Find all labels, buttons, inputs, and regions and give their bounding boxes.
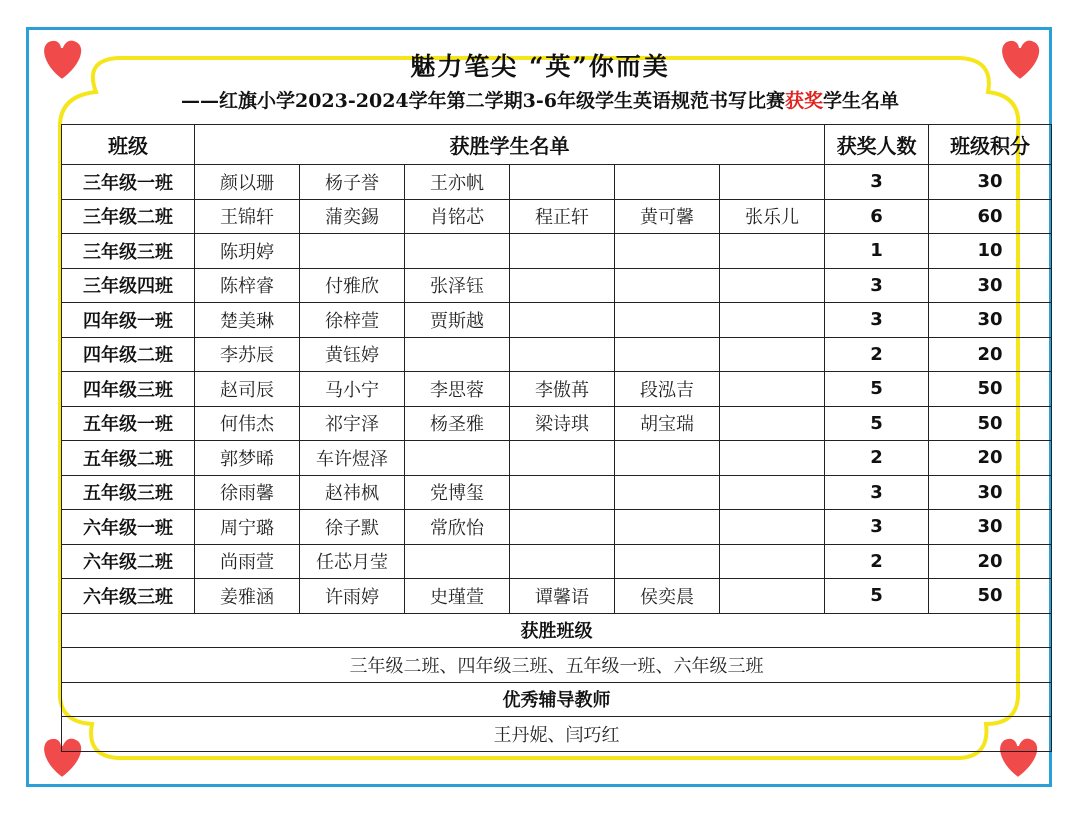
teachers-label: 优秀辅导教师 xyxy=(62,682,1052,717)
student-name-cell xyxy=(615,268,720,303)
student-name-cell: 谭馨语 xyxy=(510,579,615,614)
table-row xyxy=(62,234,1052,269)
student-name-cell xyxy=(720,510,825,545)
student-name-cell: 黄钰婷 xyxy=(300,337,405,372)
header-count: 获奖人数 xyxy=(825,125,929,165)
class-score-cell: 50 xyxy=(929,579,1052,614)
award-count-cell: 2 xyxy=(825,441,929,476)
class-score-cell: 50 xyxy=(929,406,1052,441)
class-score-cell: 30 xyxy=(929,303,1052,338)
class-score-cell: 20 xyxy=(929,441,1052,476)
student-name-cell: 徐雨馨 xyxy=(195,475,300,510)
student-name-cell xyxy=(615,165,720,200)
class-score-cell: 20 xyxy=(929,544,1052,579)
student-name-cell: 赵祎枫 xyxy=(300,475,405,510)
student-name-cell xyxy=(405,544,510,579)
student-name-cell xyxy=(510,441,615,476)
class-name-cell: 三年级一班 xyxy=(62,165,195,200)
student-name-cell: 常欣怡 xyxy=(405,510,510,545)
student-name-cell: 杨子誉 xyxy=(300,165,405,200)
student-name-cell xyxy=(720,268,825,303)
student-name-cell xyxy=(615,234,720,269)
student-name-cell xyxy=(615,441,720,476)
student-name-cell: 杨圣雅 xyxy=(405,406,510,441)
student-name-cell: 郭梦晞 xyxy=(195,441,300,476)
student-name-cell: 付雅欣 xyxy=(300,268,405,303)
class-score-cell: 10 xyxy=(929,234,1052,269)
winning-classes-label: 获胜班级 xyxy=(62,613,1052,648)
award-count-cell: 3 xyxy=(825,303,929,338)
student-name-cell: 陈玥婷 xyxy=(195,234,300,269)
student-name-cell xyxy=(405,441,510,476)
table-row xyxy=(62,475,1052,510)
header-score: 班级积分 xyxy=(929,125,1052,165)
student-name-cell: 张泽钰 xyxy=(405,268,510,303)
class-name-cell: 四年级三班 xyxy=(62,372,195,407)
student-name-cell xyxy=(615,510,720,545)
table-row xyxy=(62,579,1052,614)
student-name-cell: 王亦帆 xyxy=(405,165,510,200)
student-name-cell xyxy=(720,372,825,407)
student-name-cell: 黄可馨 xyxy=(615,199,720,234)
class-name-cell: 四年级二班 xyxy=(62,337,195,372)
award-count-cell: 1 xyxy=(825,234,929,269)
student-name-cell: 李思蓉 xyxy=(405,372,510,407)
student-name-cell: 祁宇泽 xyxy=(300,406,405,441)
student-name-cell: 周宁璐 xyxy=(195,510,300,545)
student-name-cell: 侯奕晨 xyxy=(615,579,720,614)
student-name-cell xyxy=(720,544,825,579)
class-name-cell: 五年级三班 xyxy=(62,475,195,510)
student-name-cell: 肖铭芯 xyxy=(405,199,510,234)
table-row xyxy=(62,372,1052,407)
award-count-cell: 3 xyxy=(825,165,929,200)
student-name-cell xyxy=(720,406,825,441)
award-count-cell: 3 xyxy=(825,475,929,510)
class-score-cell: 30 xyxy=(929,165,1052,200)
student-name-cell: 姜雅涵 xyxy=(195,579,300,614)
student-name-cell: 李傲苒 xyxy=(510,372,615,407)
class-score-cell: 20 xyxy=(929,337,1052,372)
class-name-cell: 三年级二班 xyxy=(62,199,195,234)
winning-classes-value: 三年级二班、四年级三班、五年级一班、六年级三班 xyxy=(62,648,1052,683)
student-name-cell: 史瑾萱 xyxy=(405,579,510,614)
teachers-value-row xyxy=(62,717,1052,752)
class-score-cell: 30 xyxy=(929,475,1052,510)
award-count-cell: 5 xyxy=(825,579,929,614)
student-name-cell xyxy=(510,544,615,579)
student-name-cell: 张乐儿 xyxy=(720,199,825,234)
student-name-cell: 程正轩 xyxy=(510,199,615,234)
student-name-cell xyxy=(405,337,510,372)
student-name-cell xyxy=(720,475,825,510)
student-name-cell: 徐子默 xyxy=(300,510,405,545)
student-name-cell: 李苏辰 xyxy=(195,337,300,372)
class-name-cell: 五年级一班 xyxy=(62,406,195,441)
table-row xyxy=(62,510,1052,545)
student-name-cell xyxy=(720,303,825,338)
award-count-cell: 5 xyxy=(825,406,929,441)
student-name-cell: 贾斯越 xyxy=(405,303,510,338)
class-score-cell: 30 xyxy=(929,268,1052,303)
table-row xyxy=(62,199,1052,234)
class-score-cell: 60 xyxy=(929,199,1052,234)
class-score-cell: 30 xyxy=(929,510,1052,545)
student-name-cell xyxy=(720,441,825,476)
student-name-cell: 楚美琳 xyxy=(195,303,300,338)
class-name-cell: 六年级一班 xyxy=(62,510,195,545)
table-row xyxy=(62,268,1052,303)
table-header-row xyxy=(62,125,1052,165)
student-name-cell xyxy=(510,234,615,269)
student-name-cell xyxy=(510,337,615,372)
student-name-cell xyxy=(615,303,720,338)
winning-classes-label-row xyxy=(62,613,1052,648)
student-name-cell xyxy=(510,165,615,200)
page-subtitle xyxy=(0,87,1080,115)
student-name-cell xyxy=(615,475,720,510)
student-name-cell xyxy=(510,268,615,303)
class-name-cell: 六年级三班 xyxy=(62,579,195,614)
student-name-cell: 王锦轩 xyxy=(195,199,300,234)
subtitle-highlight: 获奖 xyxy=(784,90,823,112)
subtitle-end: 学生名单 xyxy=(822,90,899,112)
student-name-cell: 任芯月莹 xyxy=(300,544,405,579)
student-name-cell xyxy=(510,510,615,545)
table-row xyxy=(62,544,1052,579)
award-count-cell: 2 xyxy=(825,337,929,372)
student-name-cell: 马小宁 xyxy=(300,372,405,407)
student-name-cell: 蒲奕錫 xyxy=(300,199,405,234)
class-score-cell: 50 xyxy=(929,372,1052,407)
class-name-cell: 四年级一班 xyxy=(62,303,195,338)
award-count-cell: 5 xyxy=(825,372,929,407)
header-names: 获胜学生名单 xyxy=(195,125,825,165)
student-name-cell: 许雨婷 xyxy=(300,579,405,614)
award-table xyxy=(61,124,1052,752)
table-row xyxy=(62,165,1052,200)
student-name-cell xyxy=(720,165,825,200)
class-name-cell: 三年级三班 xyxy=(62,234,195,269)
student-name-cell xyxy=(720,579,825,614)
student-name-cell: 颜以珊 xyxy=(195,165,300,200)
student-name-cell: 徐梓萱 xyxy=(300,303,405,338)
student-name-cell: 尚雨萱 xyxy=(195,544,300,579)
student-name-cell: 梁诗琪 xyxy=(510,406,615,441)
award-count-cell: 6 xyxy=(825,199,929,234)
class-name-cell: 三年级四班 xyxy=(62,268,195,303)
award-count-cell: 3 xyxy=(825,510,929,545)
table-row xyxy=(62,303,1052,338)
student-name-cell: 党博玺 xyxy=(405,475,510,510)
page-title: 魅力笔尖 “英”你而美 xyxy=(410,52,670,81)
student-name-cell xyxy=(720,337,825,372)
subtitle-main: ——红旗小学2023-2024学年第二学期3-6年级学生英语规范书写比赛 xyxy=(180,90,785,112)
table-row xyxy=(62,406,1052,441)
winning-classes-value-row xyxy=(62,648,1052,683)
table-row xyxy=(62,337,1052,372)
teachers-label-row xyxy=(62,682,1052,717)
award-count-cell: 3 xyxy=(825,268,929,303)
class-name-cell: 六年级二班 xyxy=(62,544,195,579)
student-name-cell xyxy=(300,234,405,269)
student-name-cell xyxy=(615,337,720,372)
student-name-cell xyxy=(615,544,720,579)
table-row xyxy=(62,441,1052,476)
student-name-cell: 胡宝瑞 xyxy=(615,406,720,441)
student-name-cell xyxy=(510,475,615,510)
teachers-value: 王丹妮、闫巧红 xyxy=(62,717,1052,752)
student-name-cell: 陈梓睿 xyxy=(195,268,300,303)
student-name-cell xyxy=(510,303,615,338)
student-name-cell xyxy=(405,234,510,269)
student-name-cell: 赵司辰 xyxy=(195,372,300,407)
student-name-cell: 何伟杰 xyxy=(195,406,300,441)
header-class: 班级 xyxy=(62,125,195,165)
class-name-cell: 五年级二班 xyxy=(62,441,195,476)
award-count-cell: 2 xyxy=(825,544,929,579)
student-name-cell: 段泓吉 xyxy=(615,372,720,407)
student-name-cell xyxy=(720,234,825,269)
student-name-cell: 车许煜泽 xyxy=(300,441,405,476)
